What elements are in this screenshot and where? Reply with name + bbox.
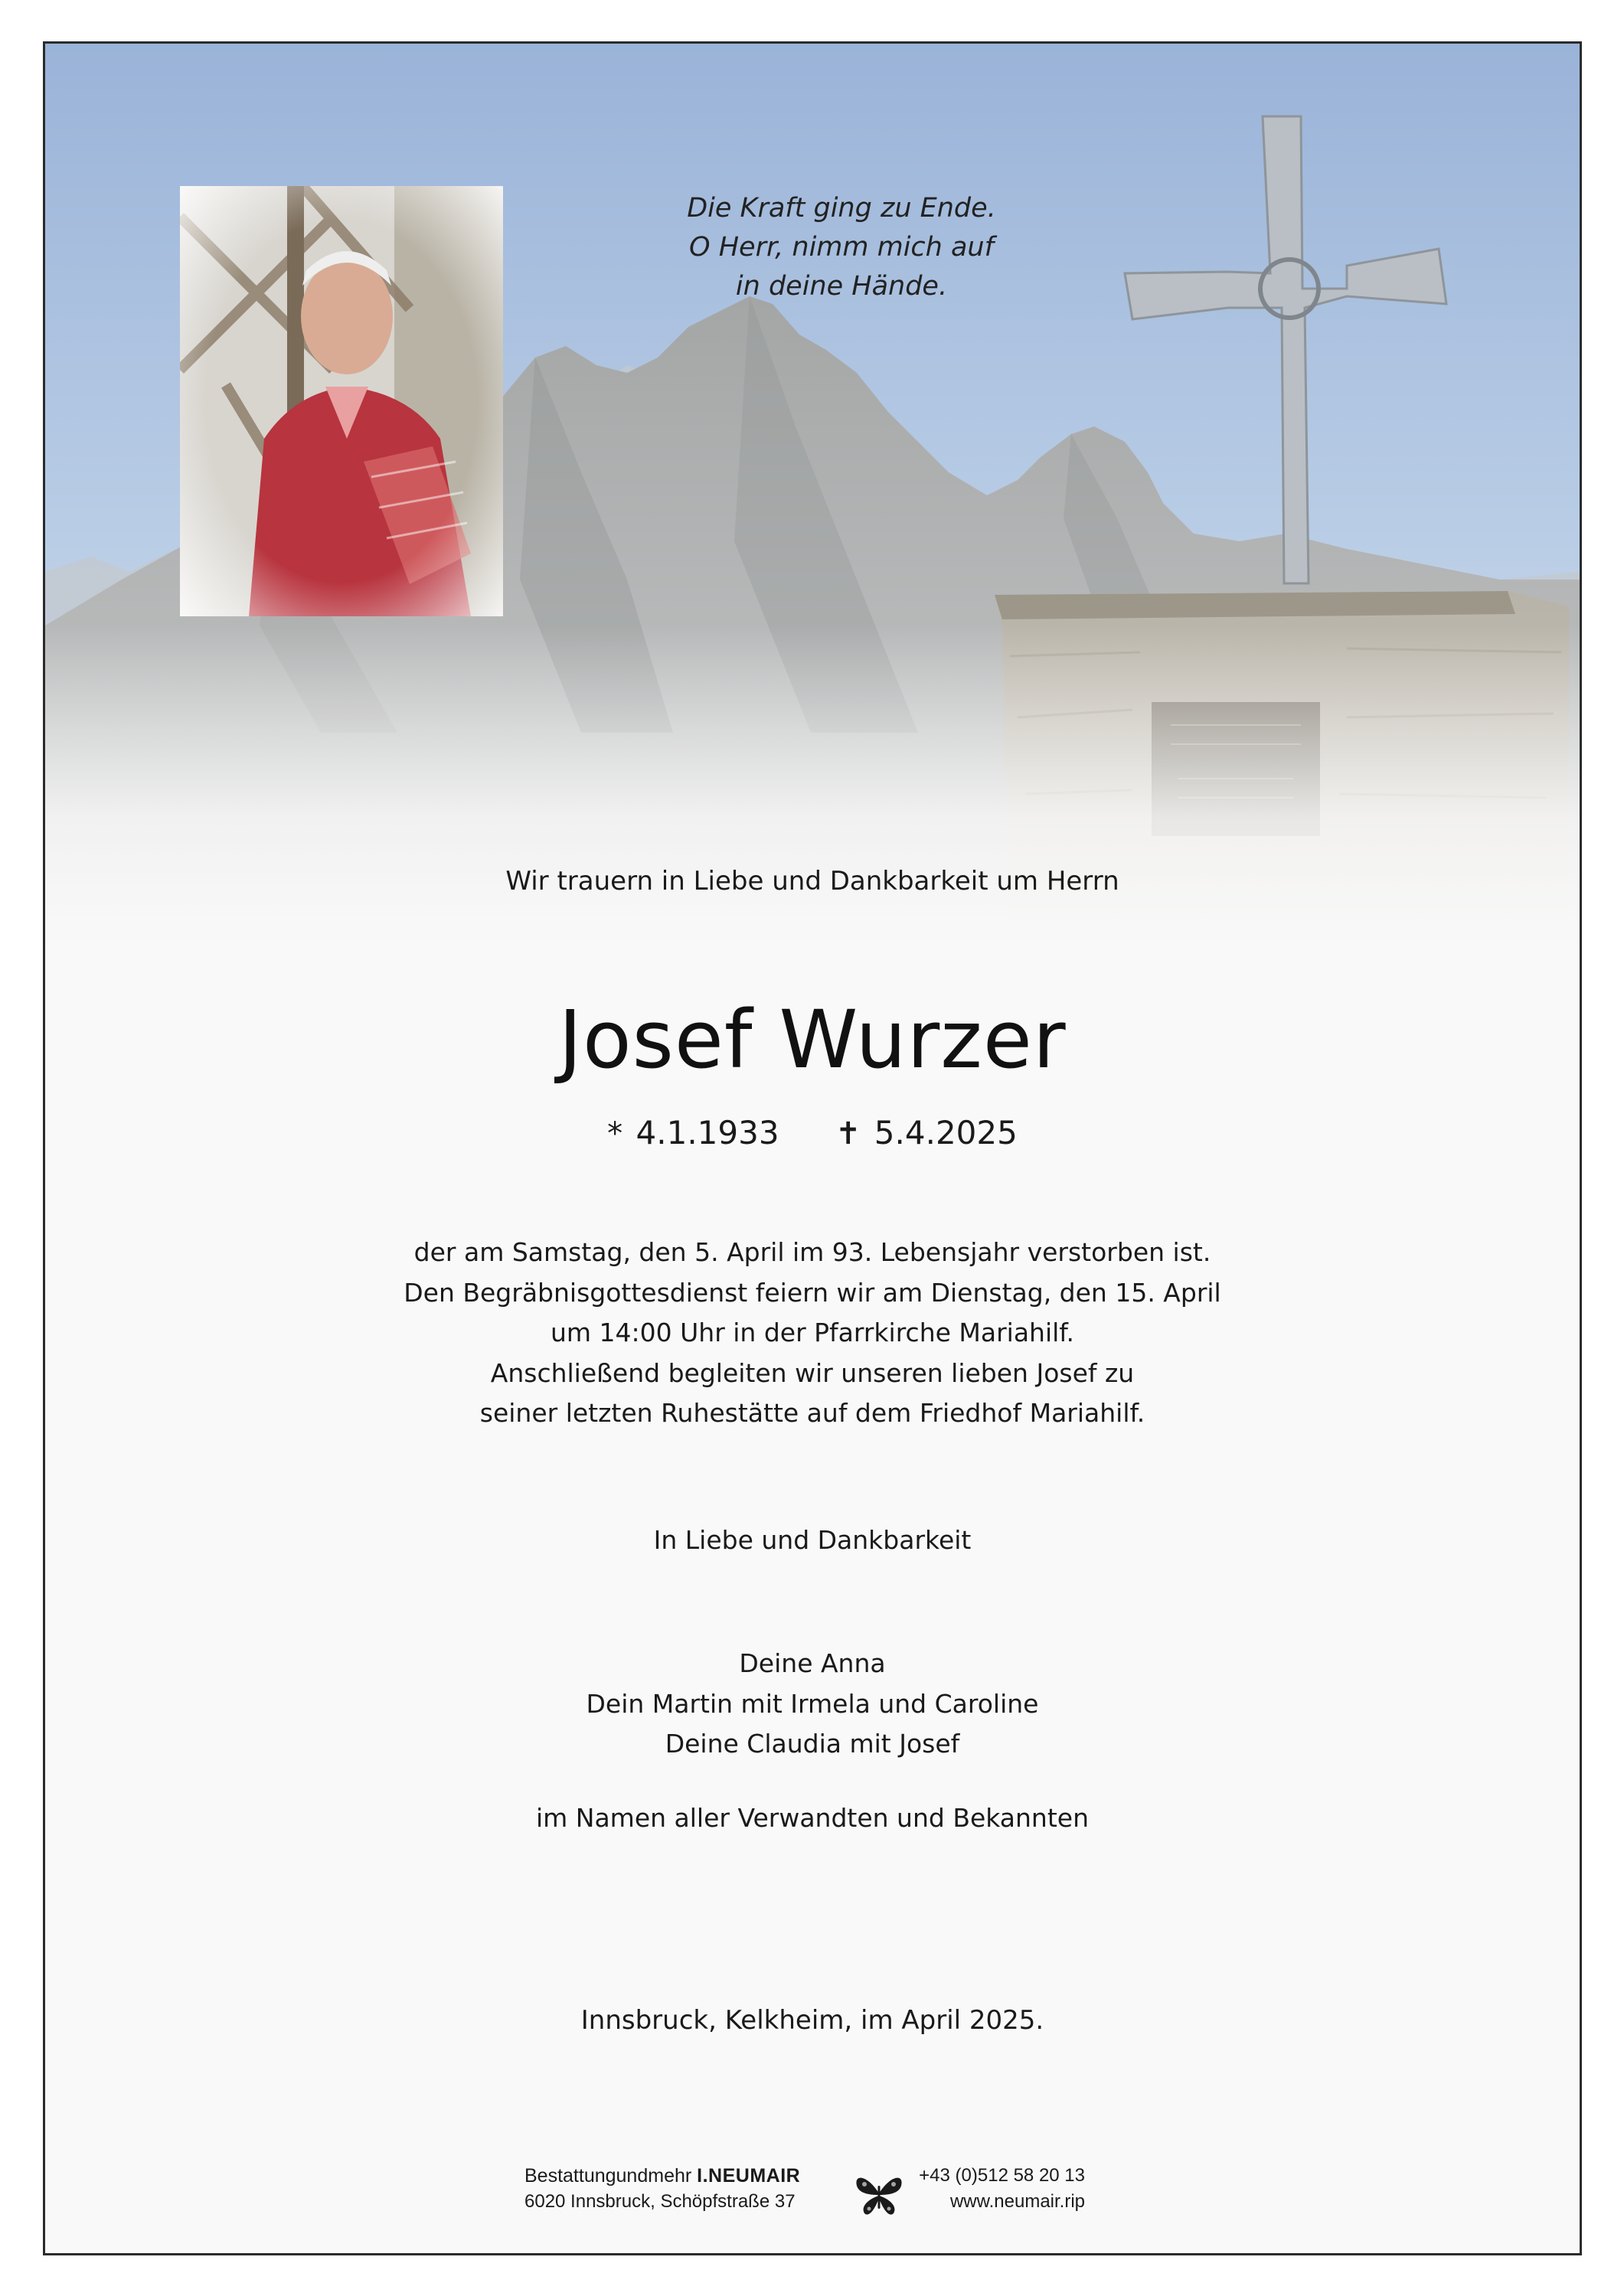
family-member: Dein Martin mit Irmela und Caroline	[586, 1688, 1039, 1719]
funeral-home-contact	[917, 2163, 1085, 2215]
motto-line: Die Kraft ging zu Ende.	[687, 193, 996, 224]
birth-date-group	[607, 1114, 779, 1151]
death-date-group	[835, 1114, 1018, 1151]
portrait-photo	[180, 186, 503, 616]
brand-light: Bestattungundmehr	[524, 2165, 692, 2187]
family-member: Deine Anna	[739, 1648, 886, 1678]
motto-line: in deine Hände.	[735, 271, 948, 302]
deceased-name: Josef Wurzer	[558, 993, 1067, 1086]
relatives-line: im Namen aller Verwandten und Bekannten	[535, 1803, 1090, 1833]
birth-star-icon: *	[607, 1116, 623, 1151]
announcement-line: Den Begräbnisgottesdienst feiern wir am Dienstag, den 15. April	[404, 1277, 1221, 1308]
intro-line: Wir trauern in Liebe und Dankbarkeit um Herrn	[505, 866, 1119, 897]
funeral-home-brand	[524, 2163, 800, 2189]
announcement-line: um 14:00 Uhr in der Pfarrkirche Mariahilf.	[550, 1318, 1075, 1347]
website-link[interactable]: www.neumair.rip	[949, 2191, 1085, 2212]
funeral-home-info	[524, 2163, 800, 2215]
announcement-line: Anschließend begleiten wir unseren lieben Josef zu	[490, 1357, 1135, 1388]
death-date: 5.4.2025	[874, 1114, 1018, 1151]
funeral-home-address: 6020 Innsbruck, Schöpfstraße 37	[524, 2191, 796, 2212]
death-cross-icon: ✝	[835, 1116, 861, 1151]
family-member: Deine Claudia mit Josef	[665, 1729, 960, 1759]
announcement-line: der am Samstag, den 5. April im 93. Lebensjahr verstorben ist.	[413, 1237, 1211, 1267]
funeral-home-footer	[45, 2163, 1580, 2247]
place-date-line: Innsbruck, Kelkheim, im April 2025.	[580, 2005, 1044, 2036]
closing-line: In Liebe und Dankbarkeit	[653, 1525, 972, 1555]
brand-bold: I.NEUMAIR	[697, 2165, 801, 2187]
phone-number: +43 (0)512 58 20 13	[919, 2165, 1085, 2186]
obituary-card	[43, 41, 1582, 2255]
motto-verse	[627, 189, 1056, 306]
announcement-text	[45, 1233, 1580, 1434]
family-list	[45, 1644, 1580, 1765]
birth-date: 4.1.1933	[636, 1114, 779, 1151]
announcement-line: seiner letzten Ruhestätte auf dem Friedhof Mariahilf.	[479, 1398, 1145, 1428]
motto-line: O Herr, nimm mich auf	[689, 232, 994, 263]
life-dates	[45, 1114, 1580, 1151]
butterfly-icon	[852, 2167, 906, 2221]
